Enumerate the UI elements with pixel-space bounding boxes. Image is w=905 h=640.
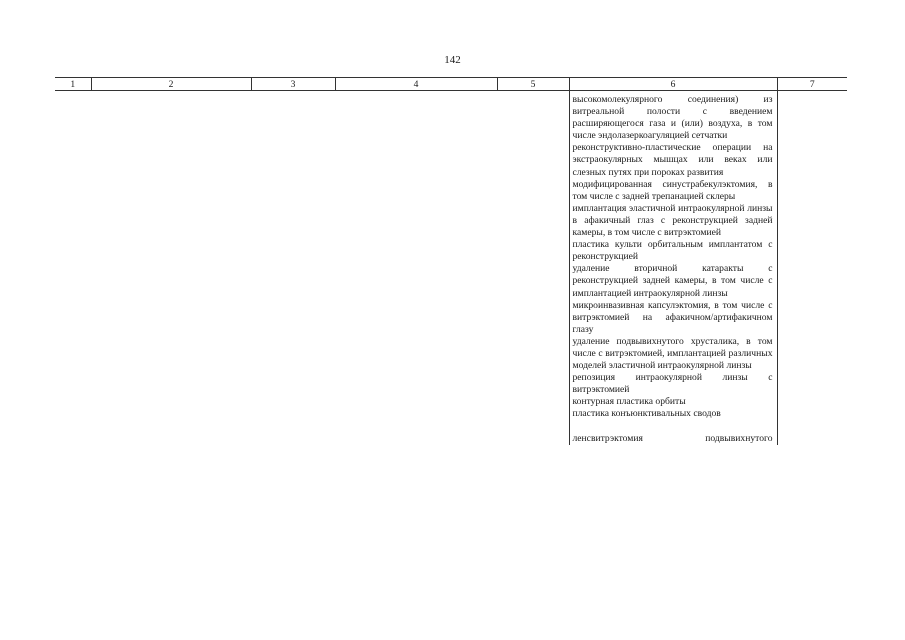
column-header-6: 6 [569,78,777,91]
column-header-2: 2 [91,78,251,91]
column-3-cell [251,91,335,445]
procedure-entry: репозиция интраокулярной линзы с витрэктомией [572,372,773,396]
procedure-entry: микроинвазивная капсулэктомия, в том числе с витрэктомией на афакичном/артифакичном глазу [572,299,773,335]
column-header-4: 4 [335,78,497,91]
column-header-3: 3 [251,78,335,91]
procedure-entry: контурная пластика орбиты [572,396,686,408]
column-number-row [55,78,847,91]
procedure-entry: имплантация эластичной интраокулярной линзы в афакичный глаз с реконструкцией задней камеры, в том числе с витрэктомией [572,202,773,239]
column-header-1: 1 [55,78,91,91]
procedures-table [55,77,847,445]
column-1-cell [55,91,91,445]
procedure-entry: пластика конъюнктивальных сводов [572,408,721,420]
procedure-entry: реконструктивно-пластические операции на экстраокулярных мышцах или веках или слезных путях при пороках развития [572,142,773,178]
table-row [55,91,847,445]
column-2-cell [91,91,251,445]
procedure-entry: пластика культи орбитальным имплантатом с реконструкцией [572,239,773,263]
column-6-cell [569,91,777,445]
procedure-entry: высокомолекулярного соединения) из витреальной полости с введением расширяющегося газа и (или) воздуха, в том числе эндолазеркоагуляцией сетчатки [572,94,773,142]
procedure-entry: удаление вторичной катаракты с реконструкцией задней камеры, в том числе с имплантацией интраокулярной линзы [572,263,773,299]
procedure-entry: ленсвитрэктомия подвывихнутого [572,432,773,444]
column-5-cell [497,91,569,445]
procedure-entry: модифицированная синустрабекулэктомия, в том числе с задней трепанацией склеры [572,178,773,202]
column-header-7: 7 [777,78,847,91]
procedure-entry: удаление подвывихнутого хрусталика, в том числе с витрэктомией, имплантацией различных моделей эластичной интраокулярной линзы [572,335,773,372]
page-number: 142 [444,54,461,66]
column-header-5: 5 [497,78,569,91]
procedures-list [570,91,777,445]
column-7-cell [777,91,847,445]
column-4-cell [335,91,497,445]
